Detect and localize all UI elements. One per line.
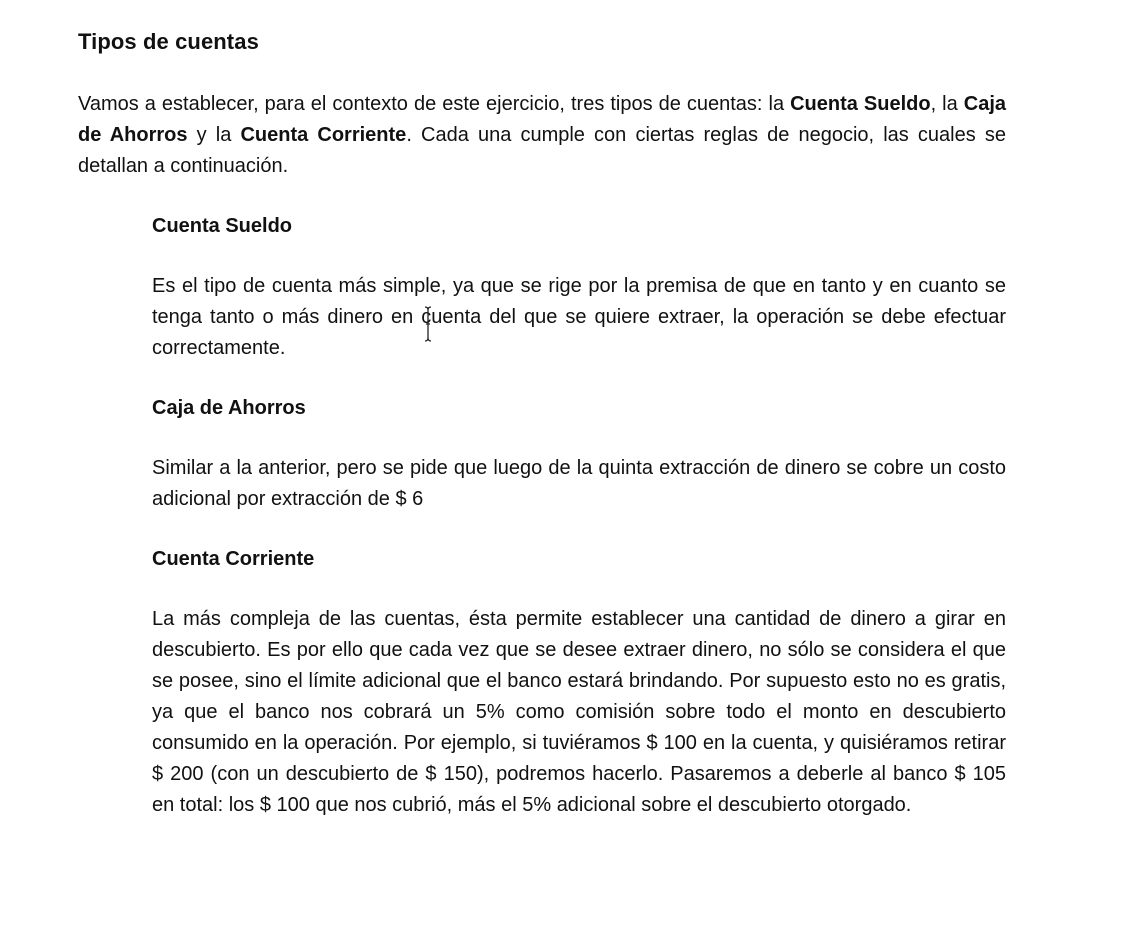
intro-text: , la xyxy=(930,93,964,115)
intro-bold-cuenta-sueldo: Cuenta Sueldo xyxy=(790,93,931,115)
intro-text: . Cada una cumple con ciertas reglas de negocio, las cuales se detallan a continuación. xyxy=(78,124,1006,177)
intro-text: y la xyxy=(187,124,241,146)
section-caja-de-ahorros xyxy=(152,393,1006,515)
section-body: Es el tipo de cuenta más simple, ya que se rige por la premisa de que en tanto y en cuanto se tenga tanto o más dinero en cuenta del que se quiere extraer, la operación se debe efectuar correctamente. xyxy=(152,275,1006,359)
section-title: Cuenta Sueldo xyxy=(152,215,293,237)
section-cuenta-sueldo xyxy=(152,211,1006,364)
intro-bold-caja-de-ahorros: Caja de Ahorros xyxy=(78,93,1006,146)
intro-paragraph xyxy=(78,89,1006,182)
section-title: Caja de Ahorros xyxy=(152,397,306,419)
intro-bold-cuenta-corriente: Cuenta Corriente xyxy=(240,124,407,146)
section-cuenta-corriente xyxy=(152,544,1006,821)
section-title: Cuenta Corriente xyxy=(152,548,315,570)
section-body: Similar a la anterior, pero se pide que luego de la quinta extracción de dinero se cobre un costo adicional por extracción de $ 6 xyxy=(152,457,1006,510)
intro-text: Vamos a establecer, para el contexto de este ejercicio, tres tipos de cuentas: la xyxy=(78,93,791,115)
document-title: Tipos de cuentas xyxy=(78,29,259,54)
section-body: La más compleja de las cuentas, ésta permite establecer una cantidad de dinero a girar en descubierto. Es por ello que cada vez que se desee extraer dinero, no sólo se considera el que se posee, sino el límite adicional que el banco estará brindando. Por supuesto esto no es gratis, ya que el banco nos cobrará un 5% como comisión sobre todo el monto en descubierto consumido en la operación. Por ejemplo, si tuviéramos $ 100 en la cuenta, y quisiéramos retirar $ 200 (con un descubierto de $ 150), podremos hacerlo. Pasaremos a deberle al banco $ 105 en total: los $ 100 que nos cubrió, más el 5% adicional sobre el descubierto otorgado. xyxy=(152,608,1006,816)
